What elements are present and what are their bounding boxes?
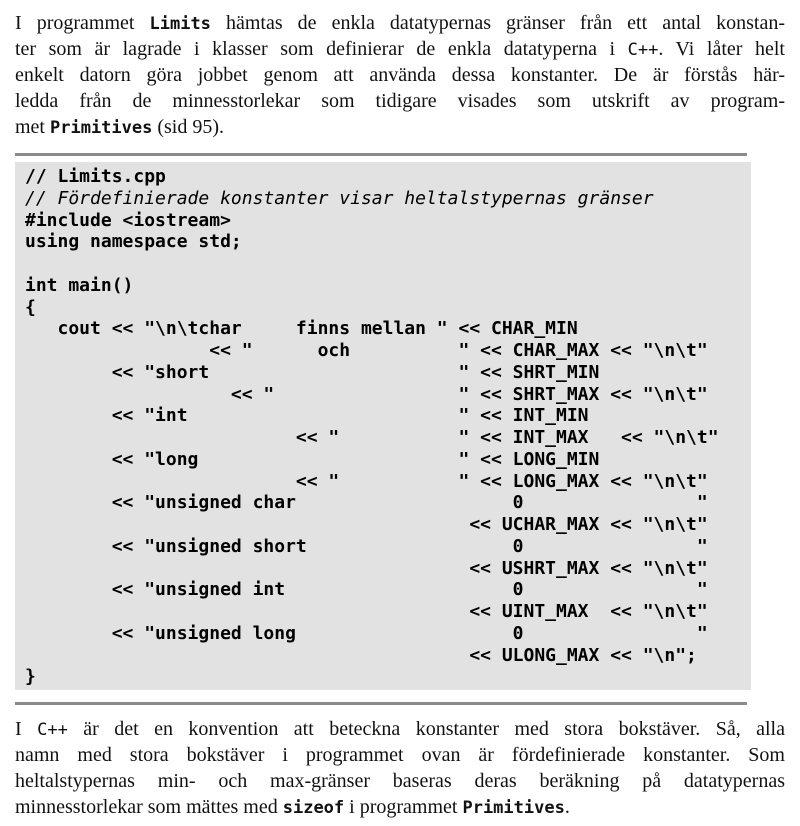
text-line: [15, 768, 785, 794]
code-line: << "short " << SHRT_MIN: [25, 361, 600, 383]
code-line: {: [25, 296, 36, 318]
intro-paragraph: [15, 0, 785, 140]
code-line: << "long " << LONG_MIN: [25, 448, 600, 470]
code-line: // Limits.cpp: [25, 166, 166, 187]
code-line: << UINT_MAX << "\n\t": [25, 601, 708, 622]
code-line: << "unsigned char 0 ": [25, 492, 708, 514]
code-line: << ULONG_MAX << "\n";: [25, 644, 697, 666]
inline-code-run: Primitives: [462, 798, 565, 818]
serif-text-run: hämtas de enkla datatypernas gränser från ett antal konstan-: [210, 12, 785, 34]
code-line: << "int " << INT_MIN: [25, 405, 589, 427]
serif-text-run: enkelt datorn göra jobbet genom att använda dessa konstanter. De är förstås här-: [15, 64, 785, 86]
inline-code-run: sizeof: [282, 798, 345, 818]
serif-text-run: i programmet: [344, 796, 463, 818]
code-line: using namespace std;: [25, 231, 242, 253]
code-line: << "unsigned long 0 ": [25, 622, 708, 644]
code-line: << USHRT_MAX << "\n\t": [25, 557, 708, 579]
serif-text-run: heltalstypernas min- och max-gränser baseras deras beräkning på datatypernas: [15, 770, 785, 792]
top-divider-rule: [15, 153, 747, 156]
serif-text-run: namn med stora bokstäver i programmet ovan är fördefinierade konstanter. Som: [15, 744, 785, 766]
inline-code-run: C++: [37, 720, 68, 740]
code-line: cout << "\n\tchar finns mellan " << CHAR_MIN: [25, 318, 578, 340]
code-line: }: [25, 666, 36, 688]
serif-text-run: I programmet: [15, 12, 150, 34]
code-line: #include <iostream>: [25, 209, 231, 231]
inline-code-run: Limits: [149, 14, 211, 34]
code-line: << " och " << CHAR_MAX << "\n\t": [25, 340, 708, 361]
serif-text-run: ter som är lagrade i klasser som definierar de enkla datatyperna i: [15, 38, 628, 60]
text-line: [15, 716, 785, 742]
serif-text-run: . Vi låter helt: [658, 38, 785, 60]
text-line: [15, 36, 785, 62]
inline-code-run: C++: [627, 40, 659, 60]
code-line: int main(): [25, 274, 134, 296]
code-line: << "unsigned int 0 ": [25, 579, 708, 601]
text-line: [15, 794, 785, 820]
bottom-divider-rule: [15, 702, 747, 705]
text-line: [15, 62, 785, 88]
code-line: << UCHAR_MAX << "\n\t": [25, 514, 708, 535]
serif-text-run: är det en konvention att beteckna konstanter med stora bokstäver. Så, alla: [67, 718, 785, 740]
serif-text-run: (sid 95).: [152, 116, 225, 138]
code-line: << " " << INT_MAX << "\n\t": [25, 427, 719, 448]
serif-text-run: ledda från de minnesstorlekar som tidigare visades som utskrift av program-: [15, 90, 785, 112]
code-line: << " " << LONG_MAX << "\n\t": [25, 470, 708, 492]
code-line: << "unsigned short 0 ": [25, 535, 708, 557]
inline-code-run: Primitives: [50, 118, 153, 138]
text-line: [15, 88, 785, 114]
serif-text-run: minnesstorlekar som mättes med: [15, 796, 283, 818]
code-line: << " " << SHRT_MAX << "\n\t": [25, 383, 708, 405]
serif-text-run: met: [15, 116, 50, 138]
text-line: [15, 742, 785, 768]
code-line: [25, 253, 751, 275]
serif-text-run: I: [15, 718, 38, 740]
code-line: // Fördefinierade konstanter visar heltalstypernas gränser: [25, 187, 654, 209]
code-listing: [15, 162, 751, 690]
text-line: [15, 114, 785, 140]
outro-paragraph: [15, 716, 785, 820]
text-line: [15, 10, 785, 36]
serif-text-run: .: [564, 796, 570, 818]
